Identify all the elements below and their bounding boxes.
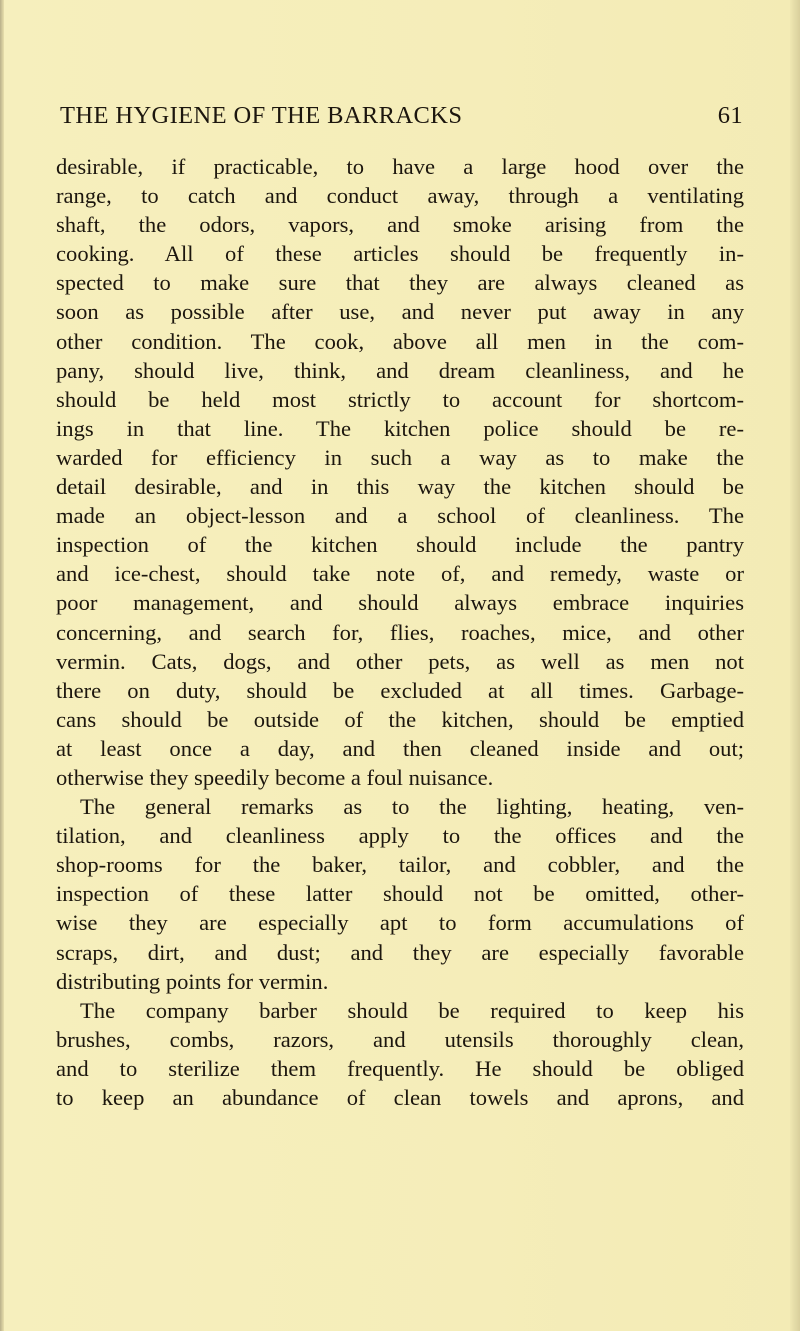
text-line: and to sterilize them frequently. He should be obliged bbox=[56, 1055, 744, 1081]
running-header bbox=[60, 102, 743, 142]
text-line: cans should be outside of the kitchen, should be emptied bbox=[56, 706, 744, 732]
text-line: vermin. Cats, dogs, and other pets, as well as men not bbox=[56, 648, 744, 674]
paragraph-start-line: The company barber should be required to keep his bbox=[80, 997, 744, 1023]
text-line: other condition. The cook, above all men in the com- bbox=[56, 328, 744, 354]
text-line: distributing points for vermin. bbox=[56, 968, 329, 994]
running-title: THE HYGIENE OF THE BARRACKS bbox=[60, 102, 463, 129]
text-line: pany, should live, think, and dream cleanliness, and he bbox=[56, 357, 744, 383]
page-edge bbox=[790, 0, 800, 1331]
text-line: and ice-chest, should take note of, and remedy, waste or bbox=[56, 561, 744, 587]
page-number: 61 bbox=[717, 102, 743, 129]
text-line: inspection of these latter should not be omitted, other- bbox=[56, 881, 744, 907]
text-line: should be held most strictly to account for shortcom- bbox=[56, 386, 744, 412]
text-line: otherwise they speedily become a foul nuisance. bbox=[56, 764, 494, 790]
text-line: scraps, dirt, and dust; and they are especially favorable bbox=[56, 939, 744, 965]
text-line: cooking. All of these articles should be frequently in- bbox=[56, 241, 744, 267]
text-line: concerning, and search for, flies, roaches, mice, and other bbox=[56, 619, 744, 645]
text-line: ings in that line. The kitchen police should be re- bbox=[56, 415, 744, 441]
text-line: made an object-lesson and a school of cleanliness. The bbox=[56, 503, 744, 529]
text-line: shop-rooms for the baker, tailor, and cobbler, and the bbox=[56, 852, 744, 878]
text-line: warded for efficiency in such a way as to make the bbox=[56, 444, 744, 470]
body-text bbox=[56, 152, 744, 1112]
text-line: to keep an abundance of clean towels and aprons, and bbox=[56, 1085, 744, 1110]
text-line: inspection of the kitchen should include the pantry bbox=[56, 532, 744, 558]
text-line: spected to make sure that they are always cleaned as bbox=[56, 270, 744, 296]
text-line: detail desirable, and in this way the kitchen should be bbox=[56, 474, 744, 500]
text-line: brushes, combs, razors, and utensils thoroughly clean, bbox=[56, 1026, 744, 1052]
paragraph-start-line: The general remarks as to the lighting, heating, ven- bbox=[80, 794, 744, 820]
text-line: soon as possible after use, and never put away in any bbox=[56, 299, 744, 325]
text-line: there on duty, should be excluded at all times. Garbage- bbox=[56, 677, 744, 703]
page-gutter-shadow bbox=[0, 0, 4, 1331]
text-line: at least once a day, and then cleaned inside and out; bbox=[56, 735, 744, 761]
text-line: poor management, and should always embrace inquiries bbox=[56, 590, 744, 616]
text-line: tilation, and cleanliness apply to the offices and the bbox=[56, 823, 744, 849]
text-line: shaft, the odors, vapors, and smoke arising from the bbox=[56, 212, 744, 238]
text-line: wise they are especially apt to form accumulations of bbox=[56, 910, 744, 936]
text-line: range, to catch and conduct away, through a ventilating bbox=[56, 183, 744, 209]
text-line: desirable, if practicable, to have a large hood over the bbox=[56, 154, 744, 179]
